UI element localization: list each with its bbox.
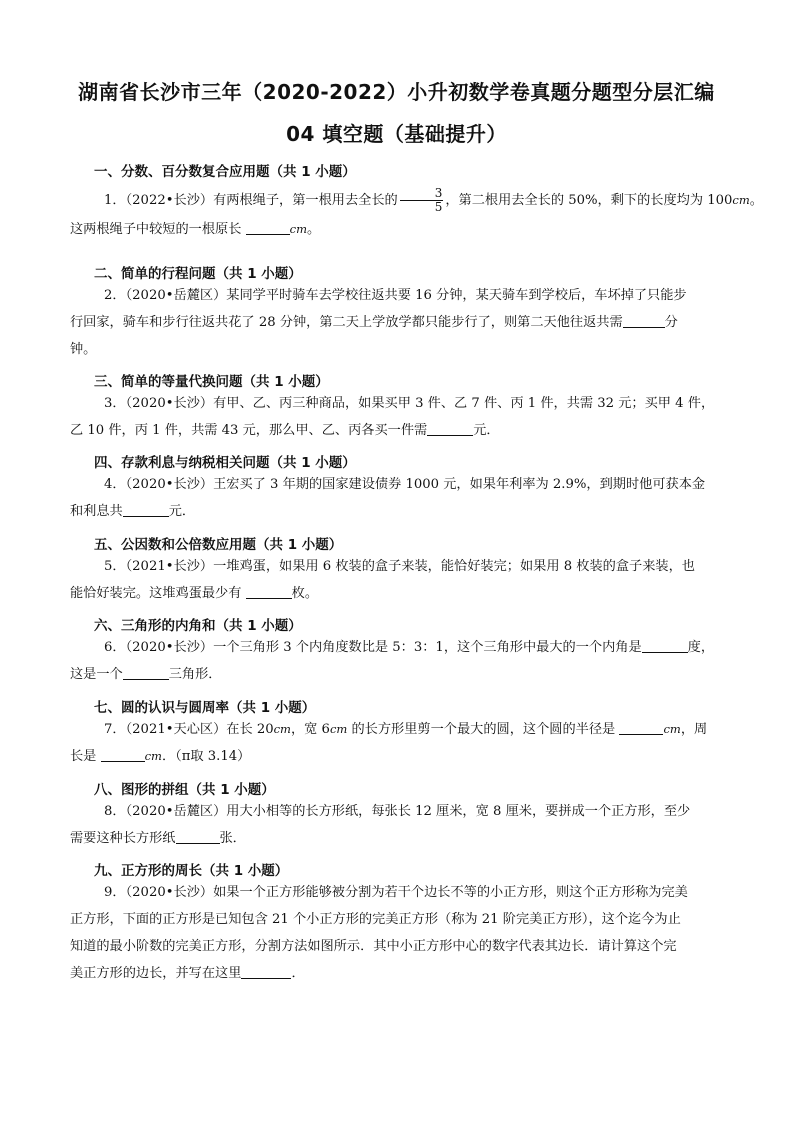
fraction: $\frac{3}{5}$ (400, 187, 444, 214)
answer-blank[interactable] (623, 313, 665, 328)
section-heading: 五、公因数和公倍数应用题（共 1 小题） (94, 537, 343, 553)
question-5: 5．（2021•长沙）一堆鸡蛋，如果用 6 枚装的盒子来装，能恰好装完；如果用 8 枚装的盒子来装，也 能恰好装完。这堆鸡蛋最少有 枚。 (70, 559, 695, 601)
document-subtitle: 04 填空题（基础提升） (286, 122, 507, 146)
answer-blank[interactable] (123, 502, 169, 517)
question-4: 4．（2020•长沙）王宏买了 3 年期的国家建设债券 1000 元，如果年利率为 2.9%，到期时他可获本金 和利息共 元． (70, 477, 706, 519)
section-heading: 六、三角形的内角和（共 1 小题） (94, 618, 302, 634)
answer-blank[interactable] (427, 421, 473, 436)
answer-blank[interactable] (246, 584, 292, 599)
section-heading: 四、存款利息与纳税相关问题（共 1 小题） (94, 455, 356, 471)
section-heading: 一、分数、百分数复合应用题（共 1 小题） (94, 164, 356, 180)
section-heading: 七、圆的认识与圆周率（共 1 小题） (94, 700, 316, 716)
question-7: 7．（2021•天心区）在长 20cm，宽 6cm 的长方形里剪一个最大的圆，这个圆的半径是 cm，周 长是 cm．（π取 3.14） (70, 722, 708, 764)
section-heading: 八、图形的拼组（共 1 小题） (94, 782, 275, 798)
section-heading: 三、简单的等量代换问题（共 1 小题） (94, 374, 329, 390)
answer-blank[interactable] (123, 665, 169, 680)
document-title: 湖南省长沙市三年（2020-2022）小升初数学卷真题分题型分层汇编 (78, 80, 715, 104)
answer-blank[interactable] (176, 829, 220, 844)
question-3: 3．（2020•长沙）有甲、乙、丙三种商品，如果买甲 3 件、乙 7 件、丙 1 件，共需 32 元；买甲 4 件， 乙 10 件，丙 1 件，共需 43 元，那么甲、乙、丙各买一件需 元． (70, 396, 715, 438)
question-6: 6．（2020•长沙）一个三角形 3 个内角度数比是 5：3：1，这个三角形中最大的一个内角是 度， 这是一个 三角形． (70, 640, 715, 682)
answer-blank[interactable] (642, 638, 688, 653)
question-8: 8．（2020•岳麓区）用大小相等的长方形纸，每张长 12 厘米，宽 8 厘米，要拼成一个正方形，至少 需要这种长方形纸 张． (70, 804, 691, 846)
answer-blank[interactable] (246, 220, 290, 235)
question-9: 9．（2020•长沙）如果一个正方形能够被分割为若干个边长不等的小正方形，则这个正方形称为完美 正方形，下面的正方形是已知包含 21 个小正方形的完美正方形（称为 21 阶完美正方形），这个迄今为止 知道的最小阶数的完美正方形，分割方法如图所示．其中小正方形中心的数字代表其边长．请计算这个完 美正方形的边长，并写在这里 ． (70, 885, 688, 981)
question-2: 2．（2020•岳麓区）某同学平时骑车去学校往返共要 16 分钟，某天骑车到学校后，车坏掉了只能步 行回家，骑车和步行往返共花了 28 分钟，第二天上学放学都只能步行了，则第二天他往返共需 分 钟。 (70, 288, 687, 357)
section-heading: 二、简单的行程问题（共 1 小题） (94, 266, 302, 282)
section-heading: 九、正方形的周长（共 1 小题） (94, 863, 289, 879)
answer-blank[interactable] (241, 964, 291, 979)
answer-blank[interactable] (101, 747, 145, 762)
question-1: 1．（2022•长沙）有两根绳子，第一根用去全长的 $\frac{3}{5}$ ，第二根用去全长的 50%，剩下的长度均为 100cm。 这两根绳子中较短的一根原长 cm。 (70, 186, 763, 237)
answer-blank[interactable] (619, 720, 663, 735)
